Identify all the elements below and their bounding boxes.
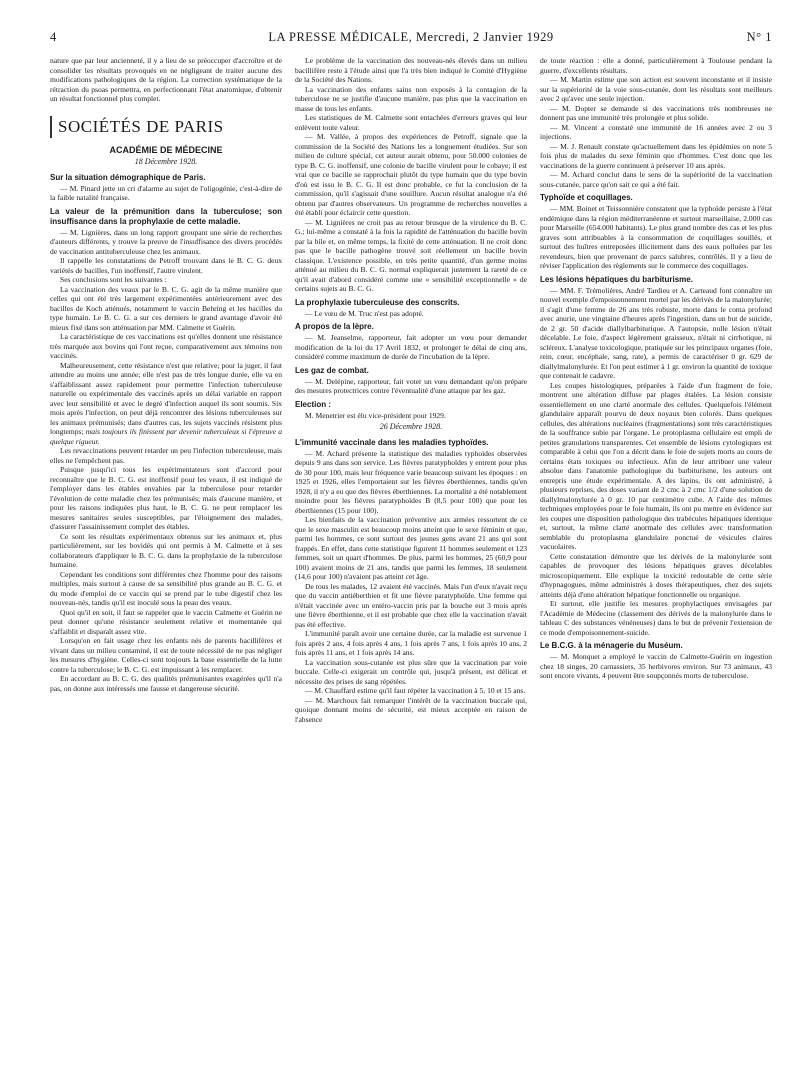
paragraph: — M. Dopter se demande si des vaccinations très nombreuses ne donnent pas une immunité très prolongée et plus solide. <box>540 103 772 122</box>
paragraph: En accordant au B. C. G. des qualités prémunisantes exagérées qu'il n'a pas, on donne aux intéressés une fausse et dangereuse sécurité. <box>50 674 282 693</box>
paragraph: Cette constatation démontre que les dérivés de la malonylurée sont capables de provoquer des lésions hépatiques graves décelables microscopiquement. Elle explique la toxicité redoutable de cette série d'hypnagogues, même administrés à doses thérapeutiques, chez des sujets atteints déjà d'une altération hépatique fonctionnelle ou organique. <box>540 551 772 599</box>
article-columns <box>50 56 772 1066</box>
journal-title: LA PRESSE MÉDICALE, Mercredi, 2 Janvier 1929 <box>268 30 554 44</box>
paragraph: — Le vœu de M. Truc n'est pas adopté. <box>305 308 424 318</box>
paragraph: Les bienfaits de la vaccination préventive aux armées ressortent de ce que le sexe masculin est beaucoup moins atteint que le sexe féminin et que, parmi les hommes, ce sont surtout des jeunes gens avant 21 ans qui sont frappés. En effet, dans cette statistique figurent 11 hommes seulement et 123 femmes, soit un quart d'hommes. De plus, parmi les hommes, 25 (60,9 pour 100) avaient moins de 21 ans, tandis que parmi les femmes, 18 seulement (14,6 pour 100) n'avaient pas atteint cet âge. <box>295 515 527 581</box>
subheading: Typhoïde et coquillages. <box>540 193 633 202</box>
section-title: SOCIÉTÉS DE PARIS <box>50 116 282 138</box>
paragraph: Lorsqu'on en fait usage chez les enfants nés de parents bacillifères et vivant dans un milieu contaminé, il est de toute nécessité de ne pas négliger les mesures d'hygiène. Celles-ci sont toujours la base essentielle de la lutte contre la tuberculose; le B. C. G. est impuissant à les remplacer. <box>50 636 282 674</box>
column-1 <box>50 56 282 1066</box>
paragraph: — M. Achard conclut dans le sens de la supériorité de la vaccination sous-cutanée, parce qu'on sait ce qui a été fait. <box>540 170 772 189</box>
paragraph: De tous les malades, 12 avaient été vaccinés. Mais l'un d'eux n'avait reçu que du vaccin antiéberthien et fit une fièvre paratyphoïde. Une femme qui n'était vaccinée avec un entéro-vaccin pris par la bouche eut 3 mois après une fièvre éberthienne, et il est probable que chez elle la vaccination n'avait pas été effective. <box>295 581 527 629</box>
paragraph: — M. J. Renault constate qu'actuellement dans les épidémies on note 5 fois plus de malades du sexe féminin que d'hommes. C'est donc que les vaccinations de la guerre continuent à préserver 10 ans après. <box>540 141 772 170</box>
subheading: La prophylaxie tuberculeuse des conscrits. <box>295 297 460 307</box>
paragraph: — MM. Boinet et Teissonnière constatent que la typhoïde persiste à l'état endémique dans la région méditerranéenne et surtout marseillaise, 2.000 cas pour Marseille (654.000 habitants). Le plus grand nombre des cas et les plus graves sont attribuables à la consommation de coquillages souillés, et surtout des huîtres entreposées illicitement dans des eaux polluées par les revendeurs, bien que provenant de parcs salubres, contrôlés. Il y a lieu de réviser l'application des règlements sur le commerce des coquillages. <box>540 204 772 270</box>
paragraph: La caractéristique de ces vaccinations est qu'elles donnent une résistance très marquée aux bovins qui l'ont reçue, comparativement aux témoins non vaccinés. <box>50 332 282 360</box>
paragraph: — M. Martin estime que son action est souvent inconstante et il insiste sur la supériorité de la voie sous-cutanée, dont les résultats sont meilleurs avec 2 qu'avec une seule injection. <box>540 75 772 103</box>
subheading: A propos de la lèpre. <box>295 322 374 331</box>
paragraph: Les statistiques de M. Calmette sont entachées d'erreurs graves qui leur enlèvent toute valeur. <box>295 113 527 132</box>
paragraph: Les revaccinations peuvent retarder un peu l'infection tuberculeuse, mais elles ne l'empêchent pas. <box>50 446 282 465</box>
paragraph: Puisque jusqu'ici tous les expérimentateurs sont d'accord pour reconnaître que le B. C. G. est inoffensif pour les veaux, il est indiqué de l'employer dans les étables envahies par la tuberculose pour retarder l'évolution de cette maladie chez les prémunisés; mais d'aucune manière, et pour les raisons indiquées plus haut, le B. C. G. ne peut remplacer les mesures sanitaires seules susceptibles, par l'éloignement des malades, d'assurer l'assainissement complet des étables. <box>50 465 282 531</box>
column-2 <box>295 56 527 1066</box>
paragraph: L'immunité paraît avoir une certaine durée, car la maladie est survenue 1 fois après 2 ans, 4 fois après 4 ans, 1 fois après 7 ans, 1 fois après 10 ans, 2 fois après 11 ans, et 1 fois après 14 ans. <box>295 629 527 657</box>
page-number: 4 <box>50 30 57 44</box>
paragraph: La vaccination des veaux par le B. C. G. agit de la même manière que celles qui ont été très largement expérimentées antérieurement avec des bacilles de Koch atténués, notamment le vaccin Behring et les bacilles du type humain. Le B. C. G. a sur ces derniers le grand avantage d'avoir été mieux fixé dans son atténuation par MM. Calmette et Guérin. <box>50 284 282 332</box>
column-3 <box>540 56 772 1066</box>
paragraph: nature que par leur ancienneté, il y a lieu de se préoccuper d'accroître et de consolider les résultats provoqués en ne négligeant de traiter aucune des modifications pathologiques de la région. La correction systématique de la rétraction du psoas permettra, en perfectionnant l'état anatomique, d'obtenir un résultat fonctionnel plus complet. <box>50 56 282 103</box>
paragraph: — M. Lignières, dans un long rapport groupant une série de recherches d'auteurs différents, y trouve la preuve de l'insuffisance des divers procédés de vaccination antituberculeuse chez les animaux. <box>50 227 282 256</box>
subheading: Le B.C.G. à la ménagerie du Muséum. <box>540 641 683 650</box>
paragraph: — MM. F. Trémolières, André Tardieu et A. Carteaud font connaître un nouvel exemple d'empoisonnement mortel par les dérivés de la malonylurée; il s'agit d'une femme de 26 ans très robuste, morte dans le coma profond avec anurie, une vingtaine d'heures après l'ingestion, dans un but de suicide, de 2 gr. 50 d'acide diallylbarbiturique. A l'autopsie, nulle lésion n'était décelable. Le foie, d'aspect légèrement graisseux, n'était ni cirrhotique, ni scléreux. L'analyse toxicologique, pratiquée sur les principaux organes (foie, rein, cœur, encéphale, sang, rate), a permis de caractériser 0 gr. 629 de diallylmalonylurée. Et l'on peut estimer à 1 gr. environ la quantité de toxique que contenait le cadavre. <box>540 285 772 380</box>
paragraph: La vaccination des enfants sains non exposés à la contagion de la tuberculose ne se justifie d'aucune manière, pas plus que la vaccination en masse de tous les enfants. <box>295 84 527 113</box>
paragraph: M. Menetrier est élu vice-président pour 1929. <box>305 410 446 420</box>
session-date: 18 Décembre 1928. <box>134 157 198 166</box>
subheading: Election : <box>295 399 332 409</box>
paragraph: — M. Lignières ne croit pas au retour brusque de la virulence du B. C. G.; lui-même a constaté à la fois la rapidité de l'atténuation du bacille bovin par la bile et, en même temps, la fixité de cette atténuation. Il ne croit donc pas que le bacille pathogène trouvé soit réellement un bacille bovin classique. L'existence possible, en très petite quantité, d'un germe moins atténué au milieu du B. C. G. normal expliquerait justement la rareté de ce qu'il avait d'abord considéré comme une « sensibilité exceptionnelle » de certains sujets au B. C. G. <box>295 217 527 293</box>
paragraph: — M. Pinard jette un cri d'alarme au sujet de l'oligogénie, c'est-à-dire de la faible natalité française. <box>50 183 282 202</box>
paragraph: Quoi qu'il en soit, il faut se rappeler que le vaccin Calmette et Guérin ne peut donner qu'une résistance seulement relative et momentanée qui s'affaiblit et disparaît assez vite. <box>50 607 282 636</box>
page-header <box>50 26 772 48</box>
subheading: Sur la situation démographique de Paris. <box>50 172 206 182</box>
paragraph <box>50 361 282 447</box>
paragraph: — M. Jeanselme, rapporteur, fait adopter un vœu pour demander modification de la loi du 17 Avril 1832, et prolonger le délai de cinq ans, considéré comme maximum de durée de l'incubation de la lèpre. <box>295 333 527 361</box>
paragraph: Il rappelle les constatations de Petroff trouvant dans le B. C. G. deux variétés de bacilles, l'un inoffensif, l'autre virulent. <box>50 256 282 275</box>
paragraph: — M. Marchoux fait remarquer l'intérêt de la vaccination buccale qui, quoique donnant moins de sécurité, est mieux acceptée en raison de l'absence <box>295 695 527 724</box>
paragraph: Ce sont les résultats expérimentaux obtenus sur les animaux et, plus particulièrement, sur les bovidés qui ont permis à M. Calmette et à ses collaborateurs d'appliquer le B. C. G. dans la prophylaxie de la tuberculose humaine. <box>50 531 282 569</box>
subheading: Les lésions hépatiques du barbiturisme. <box>540 274 693 284</box>
issue-number: N° 1 <box>746 30 772 44</box>
italic-text: mais toujours ils finissent par devenir tuberculeux si l'épreuve a quelque rigueur. <box>50 427 282 446</box>
academy-heading: ACADÉMIE DE MÉDECINE <box>109 144 223 155</box>
paragraph: Cependant les conditions sont différentes chez l'homme pour des raisons multiples, mais surtout à cause de sa sensibilité plus grande au B. C. G. et du mode d'emploi de ce vaccin qui se prend par le tube digestif chez les nouveau-nés, tandis qu'il est inoculé sous la peau des veaux. <box>50 569 282 607</box>
text: Malheureusement, cette résistance n'est que relative; pour la juger, il faut attendre au moins une année; elle n'est pas de très longue durée, elle va en s'affaiblissant assez rapidement pour permettre l'infection tuberculeuse naturelle ou expérimentale des vaccinés après un délai variable en rapport avec leur sensibilité et avec le degré d'infection auquel ils sont soumis. Six mois après l'infection, on peut déjà rencontrer des lésions tuberculeuses sur les animaux prémunisés; dans d'autres cas, les sujets vaccinés résistent plus longtemps; <box>50 360 282 436</box>
paragraph: La vaccination sous-cutanée est plus sûre que la vaccination par voie buccale. Celle-ci exigerait un contrôle qui, jusqu'à présent, est délicat et nécessite des prises de sang répétées. <box>295 657 527 686</box>
paragraph: Le problème de la vaccination des nouveau-nés élevés dans un milieu bacillifère reste à l'étude ainsi que l'a très bien indiqué le Comité d'Hygiène de la Société des Nations. <box>295 56 527 84</box>
paragraph: — M. Monquet a employé le vaccin de Calmette-Guérin en ingestion chez 18 singes, 20 carnassiers, 35 herbivores environ. Sur 73 animaux, 43 sont encore vivants, 4 peuvent être soupçonnés morts de tuberculose. <box>540 652 772 680</box>
paragraph: — M. Delépine, rapporteur, fait voter un vœu demandant qu'on prépare des mesures protectrices contre l'éventualité d'une attaque par les gaz. <box>295 376 527 395</box>
paragraph: — M. Vincent a constaté une immunité de 16 années avec 2 ou 3 injections. <box>540 122 772 141</box>
subheading: Les gaz de combat. <box>295 365 369 375</box>
paragraph: Ses conclusions sont les suivantes : <box>60 275 167 284</box>
paragraph: — M. Achard présente la statistique des maladies typhoïdes observées depuis 9 ans dans son service. Les fièvres paratyphoïdes y entrent pour plus de 30 pour 100, mais leur fréquence varie beaucoup suivant les époques : en 1925 et 1926, elles l'emportaient sur les fièvres éberthiennes, tandis qu'en 1928, il n'y a eu que des fièvres éberthiennes. La mortalité a été notablement moindre pour les fièvres paratyphoïdes B (8,5 pour 100) que pour les éberthiennes (15 pour 100). <box>295 448 527 515</box>
paragraph: — M. Chauffard estime qu'il faut répéter la vaccination à 5, 10 et 15 ans. <box>305 686 526 695</box>
paragraph: de toute réaction : elle a donné, particulièrement à Toulouse pendant la guerre, d'excellents résultats. <box>540 56 772 75</box>
session-date: 26 Décembre 1928. <box>379 422 443 431</box>
paragraph: Les coupes histologiques, préparées à l'aide d'un fragment de foie, montrent une altération diffuse par plages étalées. La lésion consiste essentiellement en une clarté anormale des cellules. Quelquefois l'élément glandulaire apparaît pourvu de deux noyaux bien colorés. Dans quelques cellules, des altérations nucléaires (fragmentations) sont très caractéristiques de la souffrance subie par l'organe. Le protoplasma cellulaire est empli de petites granulations transparentes. Cet ensemble de lésions cytologiques est comparable à celui que l'on a décrit dans le foie de sujets morts au cours de certains états toxiques ou infectieux. Afin de leur attribuer une valeur absolue dans l'anatomie pathologique du barbiturisme, les auteurs ont entrepris une étude expérimentale. A des lapins, ils ont administré, à plusieurs reprises, des doses variant de 2 cmc à 2 cmc 1/2 d'une solution de diallylmalonylurée à 0 gr. 10 par centimètre cube. A l'aide des mêmes techniques employées pour le foie humain, ils ont pu mettre en évidence sur les coupes une disposition pathologique des trabécules hépatiques identique et, surtout, la même clarté anormale des cellules avec transformation semblable du protoplasma glandulaire ponctué de vésicules claires vacuolaires. <box>540 380 772 551</box>
subheading: L'immunité vaccinale dans les maladies typhoïdes. <box>295 437 489 447</box>
paragraph: Et surtout, elle justifie les mesures prophylactiques envisagées par l'Académie de Médecine (classement des dérivés de la malonylurée dans le tableau C des substances vénéneuses) dans le but de prévenir l'extension de ce mode d'empoisonnement-suicide. <box>540 599 772 637</box>
subheading: La valeur de la prémunition dans la tuberculose; son insuffisance dans la prophylaxie de cette maladie. <box>50 206 282 226</box>
paragraph: — M. Vallée, à propos des expériences de Petroff, signale que la commission de la Société des Nations les a longuement étudiées. Sur son milieu de culture spécial, cet auteur aurait obtenu, pour 50.000 colonies de type B. C. G. inoffensif, une colonie de bacille virulent pour le cobaye; il est vrai que ce bacille se rapprochait plutôt du type humain que du type bovin d'où est issu le B. C. G. Il est donc probable, ce fut la conclusion de la commission, qu'il s'agissait d'une souillure. Aucun résultat analogue n'a été obtenu par d'autres observateurs. Un programme de recherches nouvelles a été établi pour éclaircir cette question. <box>295 132 527 217</box>
